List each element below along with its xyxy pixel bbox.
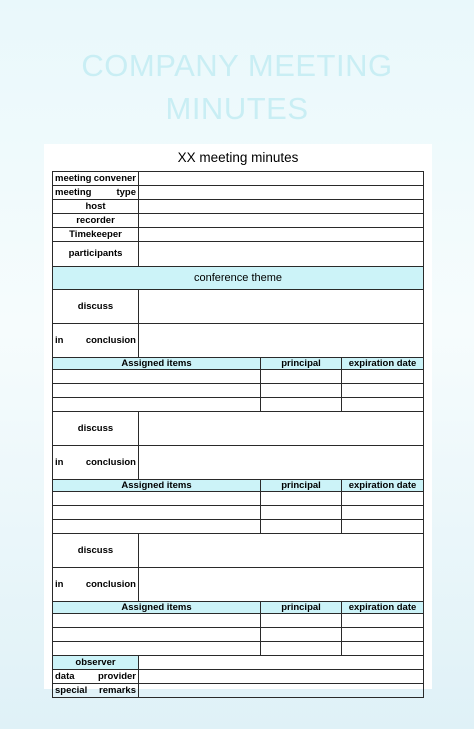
header-assigned-items: Assigned items xyxy=(53,480,261,492)
field-conclusion[interactable] xyxy=(139,324,424,358)
header-expiration-date: expiration date xyxy=(342,358,424,370)
row-conclusion-2 xyxy=(53,446,424,480)
banner-line-2: MINUTES xyxy=(165,91,309,126)
field-discuss[interactable] xyxy=(139,534,424,568)
field-discuss[interactable] xyxy=(139,412,424,446)
cell-assigned-item[interactable] xyxy=(53,520,261,534)
field-conclusion[interactable] xyxy=(139,568,424,602)
field-meeting-type[interactable] xyxy=(139,186,424,200)
row-assigned-header-2 xyxy=(53,480,424,492)
cell-expiration-date[interactable] xyxy=(342,506,424,520)
banner-line-1: COMPANY MEETING xyxy=(81,48,393,83)
cell-expiration-date[interactable] xyxy=(342,492,424,506)
field-participants[interactable] xyxy=(139,242,424,267)
header-expiration-date: expiration date xyxy=(342,480,424,492)
label-timekeeper: Timekeeper xyxy=(53,228,139,242)
cell-principal[interactable] xyxy=(261,506,342,520)
header-expiration-date: expiration date xyxy=(342,602,424,614)
field-recorder[interactable] xyxy=(139,214,424,228)
assigned-row xyxy=(53,520,424,534)
cell-expiration-date[interactable] xyxy=(342,628,424,642)
field-observer[interactable] xyxy=(139,656,424,670)
assigned-row xyxy=(53,614,424,628)
row-conference-theme xyxy=(53,267,424,290)
row-observer xyxy=(53,656,424,670)
cell-principal[interactable] xyxy=(261,384,342,398)
cell-assigned-item[interactable] xyxy=(53,614,261,628)
header-principal: principal xyxy=(261,602,342,614)
field-meeting-convener[interactable] xyxy=(139,172,424,186)
row-data-provider xyxy=(53,670,424,684)
header-principal: principal xyxy=(261,480,342,492)
label-meeting-convener: meeting convener xyxy=(53,172,139,186)
row-participants xyxy=(53,242,424,267)
header-assigned-items: Assigned items xyxy=(53,358,261,370)
minutes-table xyxy=(52,171,424,698)
label-discuss: discuss xyxy=(53,534,139,568)
header-assigned-items: Assigned items xyxy=(53,602,261,614)
assigned-row xyxy=(53,506,424,520)
label-discuss: discuss xyxy=(53,290,139,324)
cell-assigned-item[interactable] xyxy=(53,642,261,656)
cell-expiration-date[interactable] xyxy=(342,614,424,628)
field-data-provider[interactable] xyxy=(139,670,424,684)
label-host: host xyxy=(53,200,139,214)
assigned-row xyxy=(53,642,424,656)
label-observer: observer xyxy=(53,656,139,670)
label-conclusion: in conclusion xyxy=(53,324,139,358)
row-host xyxy=(53,200,424,214)
assigned-row xyxy=(53,384,424,398)
banner-title xyxy=(0,44,474,130)
cell-expiration-date[interactable] xyxy=(342,384,424,398)
row-meeting-convener xyxy=(53,172,424,186)
assigned-row xyxy=(53,370,424,384)
assigned-row xyxy=(53,492,424,506)
assigned-row xyxy=(53,628,424,642)
header-principal: principal xyxy=(261,358,342,370)
cell-expiration-date[interactable] xyxy=(342,520,424,534)
row-assigned-header-3 xyxy=(53,602,424,614)
row-meeting-type xyxy=(53,186,424,200)
row-timekeeper xyxy=(53,228,424,242)
row-special-remarks xyxy=(53,684,424,698)
cell-principal[interactable] xyxy=(261,492,342,506)
field-conclusion[interactable] xyxy=(139,446,424,480)
cell-principal[interactable] xyxy=(261,520,342,534)
cell-principal[interactable] xyxy=(261,628,342,642)
cell-principal[interactable] xyxy=(261,642,342,656)
field-timekeeper[interactable] xyxy=(139,228,424,242)
cell-assigned-item[interactable] xyxy=(53,398,261,412)
cell-assigned-item[interactable] xyxy=(53,384,261,398)
cell-principal[interactable] xyxy=(261,370,342,384)
cell-assigned-item[interactable] xyxy=(53,506,261,520)
row-discuss-1 xyxy=(53,290,424,324)
label-data-provider: data provider xyxy=(53,670,139,684)
minutes-sheet xyxy=(44,144,432,696)
row-discuss-3 xyxy=(53,534,424,568)
cell-expiration-date[interactable] xyxy=(342,642,424,656)
cell-principal[interactable] xyxy=(261,398,342,412)
label-conclusion: in conclusion xyxy=(53,446,139,480)
row-recorder xyxy=(53,214,424,228)
cell-principal[interactable] xyxy=(261,614,342,628)
row-conclusion-1 xyxy=(53,324,424,358)
field-special-remarks[interactable] xyxy=(139,684,424,698)
label-meeting-type: meeting type xyxy=(53,186,139,200)
field-host[interactable] xyxy=(139,200,424,214)
row-conclusion-3 xyxy=(53,568,424,602)
cell-expiration-date[interactable] xyxy=(342,398,424,412)
label-discuss: discuss xyxy=(53,412,139,446)
field-discuss[interactable] xyxy=(139,290,424,324)
assigned-row xyxy=(53,398,424,412)
conference-theme-heading: conference theme xyxy=(53,267,424,290)
document-title: XX meeting minutes xyxy=(177,150,299,165)
row-discuss-2 xyxy=(53,412,424,446)
cell-assigned-item[interactable] xyxy=(53,492,261,506)
label-recorder: recorder xyxy=(53,214,139,228)
cell-assigned-item[interactable] xyxy=(53,370,261,384)
cell-expiration-date[interactable] xyxy=(342,370,424,384)
cell-assigned-item[interactable] xyxy=(53,628,261,642)
label-special-remarks: special remarks xyxy=(53,684,139,698)
label-participants: participants xyxy=(53,242,139,267)
label-conclusion: in conclusion xyxy=(53,568,139,602)
row-assigned-header-1 xyxy=(53,358,424,370)
